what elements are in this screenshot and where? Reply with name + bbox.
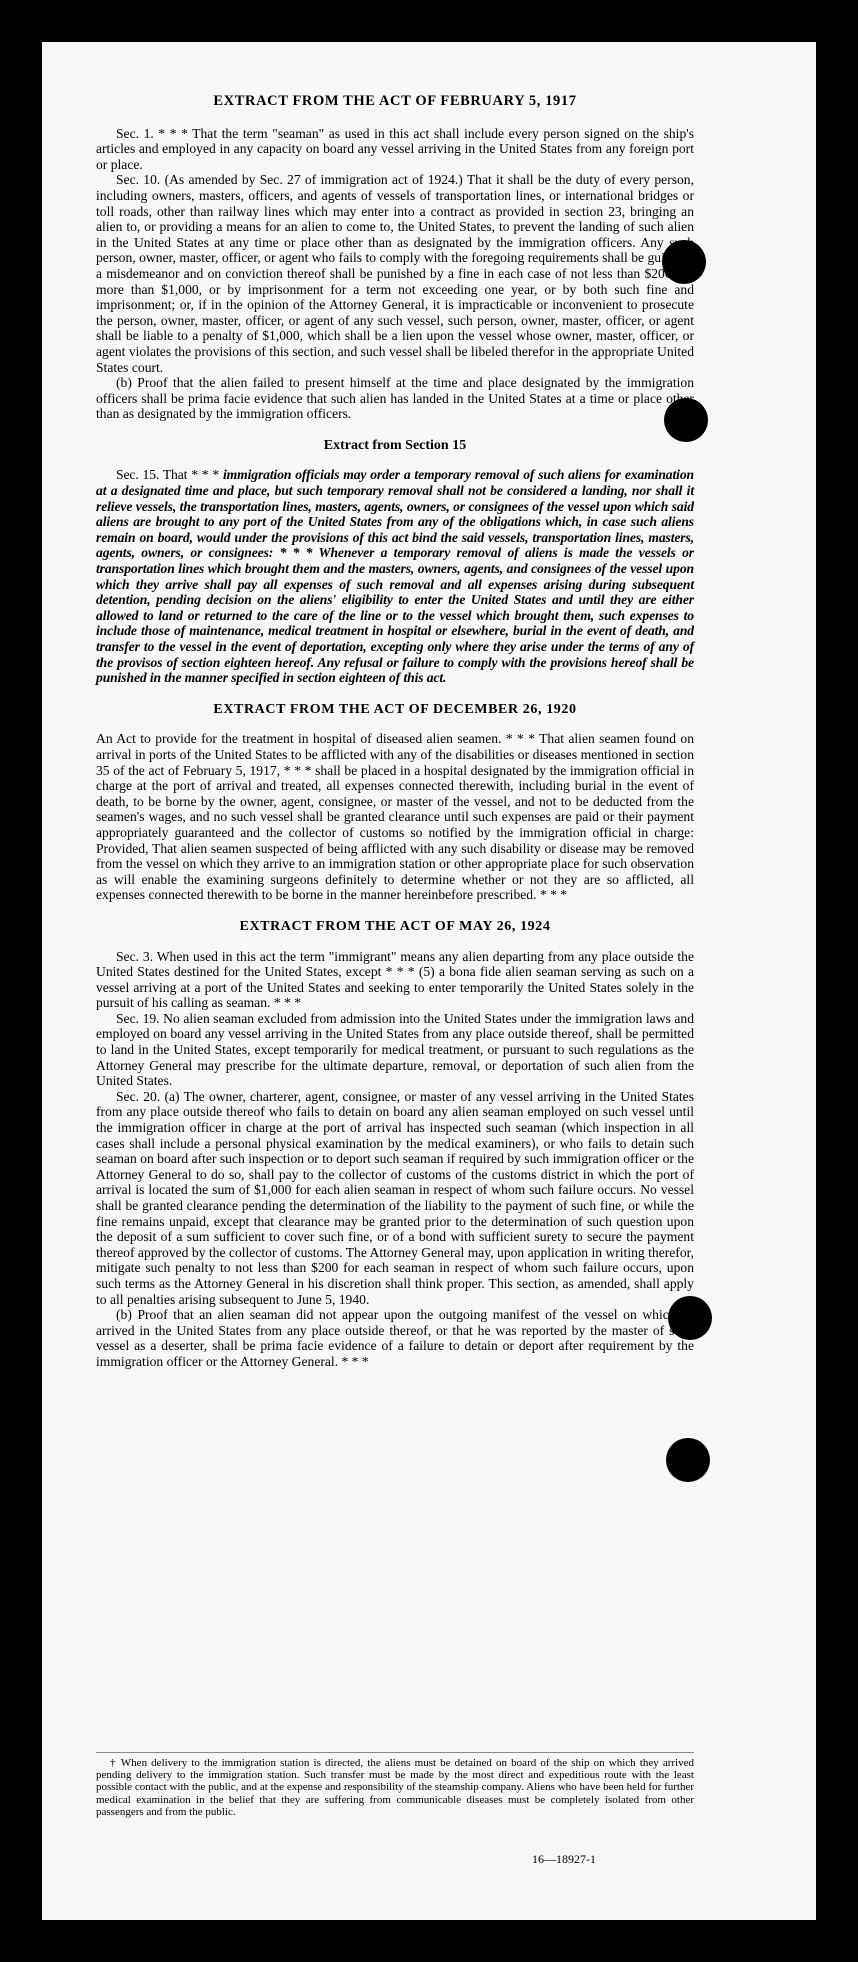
paragraph-sec-20-b: (b) Proof that an alien seaman did not appear upon the outgoing manifest of the vessel on which he arrived in the United States from any place outside thereof, or that he was reported by the master of such vessel as a deserter, shall be prima facie evidence of a failure to detain or deport after requirement by the immigration officer or the Attorney General. * * * [96,1307,694,1369]
section-heading: Extract from Section 15 [323,437,467,453]
paragraph-sec-15 [96,467,694,685]
punch-hole [666,1438,710,1482]
paragraph-sec-19: Sec. 19. No alien seaman excluded from admission into the United States under the immigration laws and employed on board any vessel arriving in the United States from any place outside thereof, shall be permitted to land in the United States, except temporarily for medical treatment, or pursuant to such regulations as the Attorney General may prescribe for the ultimate departure, removal, or deportation of such alien from the United States. [96,1010,694,1089]
document-body [96,94,694,1370]
paragraph-hospital-act: An Act to provide for the treatment in hospital of diseased alien seamen. * * * That alien seamen found on arrival in ports of the United States to be afflicted with any of the disabilities or diseases mentioned in section 35 of the act of February 5, 1917, * * * shall be placed in a hospital designated by the immigration official in charge at the port of arrival and treated, all expenses connected therewith, including burial in the event of death, to be borne by the owner, agent, consignee, or master of the vessel, and not to be deducted from the seamen's wages, and no such vessel shall be granted clearance until such expenses are paid or their payment appropriately guaranteed and the collector of customs so notified by the immigration official in charge: Provided, That alien seamen suspected of being afflicted with any such disability or disease may be removed from the vessel on which they arrive to an immigration station or other appropriate place for such observation as will enable the examining surgeons definitely to determine whether or not they are so afflicted, all expenses connected therewith to be borne in the manner hereinbefore prescribed. * * * [96,731,694,903]
paragraph-sec-10: Sec. 10. (As amended by Sec. 27 of immigration act of 1924.) That it shall be the duty of every person, including owners, masters, officers, and agents of vessels of transportation lines, or international bridges or toll roads, other than railway lines which may enter into a contract as provided in section 23, bringing an alien to, or providing a means for an alien to come to, the United States, to prevent the landing of such alien in the United States at any time or place other than as designated by the immigration officers. Any such person, owner, master, officer, or agent who fails to comply with the foregoing requirements shall be guilty of a misdemeanor and on conviction thereof shall be punished by a fine in each case of not less than $200 nor more than $1,000, or by imprisonment for a term not exceeding one year, or by both such fine and imprisonment; or, if in the opinion of the Attorney General, it is impracticable or inconvenient to prosecute the person, owner, master, officer, or agent of any such vessel, such person, owner, master, officer, or agent shall be liable to a penalty of $1,000, which shall be a lien upon the vessel whose owner, master, officer, or agent violates the provisions of this section, and such vessel shall be libeled therefor in the appropriate United States court. [96,172,694,375]
section-heading: EXTRACT FROM THE ACT OF MAY 26, 1924 [239,918,551,934]
section-heading: EXTRACT FROM THE ACT OF FEBRUARY 5, 1917 [213,93,577,109]
section-act-may-1924 [96,919,694,1370]
section-act-feb-1917 [96,94,694,422]
section-act-dec-1920 [96,702,694,903]
paragraph-sec-1: Sec. 1. * * * That the term "seaman" as used in this act shall include every person signed on the ship's articles and employed in any capacity on board any vessel arriving in the United States from any foreign port or place. [96,125,694,172]
paragraph-sec-10-b: (b) Proof that the alien failed to present himself at the time and place designated by the immigration officers shall be prima facie evidence that such alien has landed in the United States at a time or place other than as designated by the immigration officers. [96,375,694,422]
paragraph-sec-20-a: Sec. 20. (a) The owner, charterer, agent, consignee, or master of any vessel arriving in the United States from any place outside thereof who fails to detain on board any alien seaman employed on such vessel until the immigration officer in charge at the port of arrival has inspected such seaman (which inspection in all cases shall include a personal physical examination by the medical examiners), or who fails to detain such seaman on board after such inspection or to deport such seaman if required by such immigration officer or the Attorney General to do so, shall pay to the collector of customs of the customs district in which the port of arrival is located the sum of $1,000 for each alien seaman in respect of whom such failure occurs. No vessel shall be granted clearance pending the determination of the liability to the payment of such fine, or while the fine remains unpaid, except that clearance may be granted prior to the determination of such question upon the deposit of a sum sufficient to cover such fine, or of a bond with sufficient surety to secure the payment thereof approved by the collector of customs. The Attorney General may, upon application in writing therefor, mitigate such penalty to not less than $200 for each seaman in respect of whom such failure occurs, upon such terms as the Attorney General in his discretion shall think proper. This section, as amended, shall apply to all penalties arising subsequent to June 5, 1940. [96,1088,694,1307]
form-number: 16—18927-1 [532,1852,596,1866]
paragraph-sec-3: Sec. 3. When used in this act the term "immigrant" means any alien departing from any place outside the United States destined for the United States, except * * * (5) a bona fide alien seaman serving as such on a vessel arriving at a port of the United States and seeking to enter temporarily the United States solely in the pursuit of his calling as seaman. * * * [96,948,694,1011]
sec-15-lead: Sec. 15. That * * * [116,467,220,483]
footnote [96,1752,694,1818]
section-heading: EXTRACT FROM THE ACT OF DECEMBER 26, 1920 [213,701,577,717]
footnote-text: † When delivery to the immigration station is directed, the aliens must be detained on board of the ship on which they arrived pending delivery to the immigration station. Such transfer must be made by the most direct and expeditious route with the least possible contact with the public, and at the expense and responsibility of the steamship company. Aliens who have been held for further medical examination in the belief that they are suffering from communicable diseases must be completely isolated from other passengers and from the public. [96,1757,694,1818]
sec-15-text: immigration officials may order a temporary removal of such aliens for examination at a designated time and place, but such temporary removal shall not be considered a landing, nor shall it relieve vessels, the transportation lines, masters, agents, owners, or consignees of the vessel upon which said aliens are brought to any port of the United States from any of the obligations which, in case such aliens remain on board, would under the provisions of this act bind the said vessels, transportation lines, masters, agents, owners, or consignees: * * * Whenever a temporary removal of aliens is made the vessels or transportation lines which brought them and the masters, owners, agents, and consignees of the vessel upon which they arrive shall pay all expenses of such removal and all expenses arising during subsequent detention, pending decision on the aliens' eligibility to enter the United States and until they are either allowed to land or returned to the care of the line or to the vessel which brought them, such expenses to include those of maintenance, medical treatment in hospital or elsewhere, burial in the event of death, and transfer to the vessel in the event of deportation, excepting only where they arise under the terms of any of the provisos of section eighteen hereof. Any refusal or failure to comply with the provisions hereof shall be punished in the manner specified in section eighteen of this act. [96,467,694,686]
section-extract-15 [96,438,694,686]
